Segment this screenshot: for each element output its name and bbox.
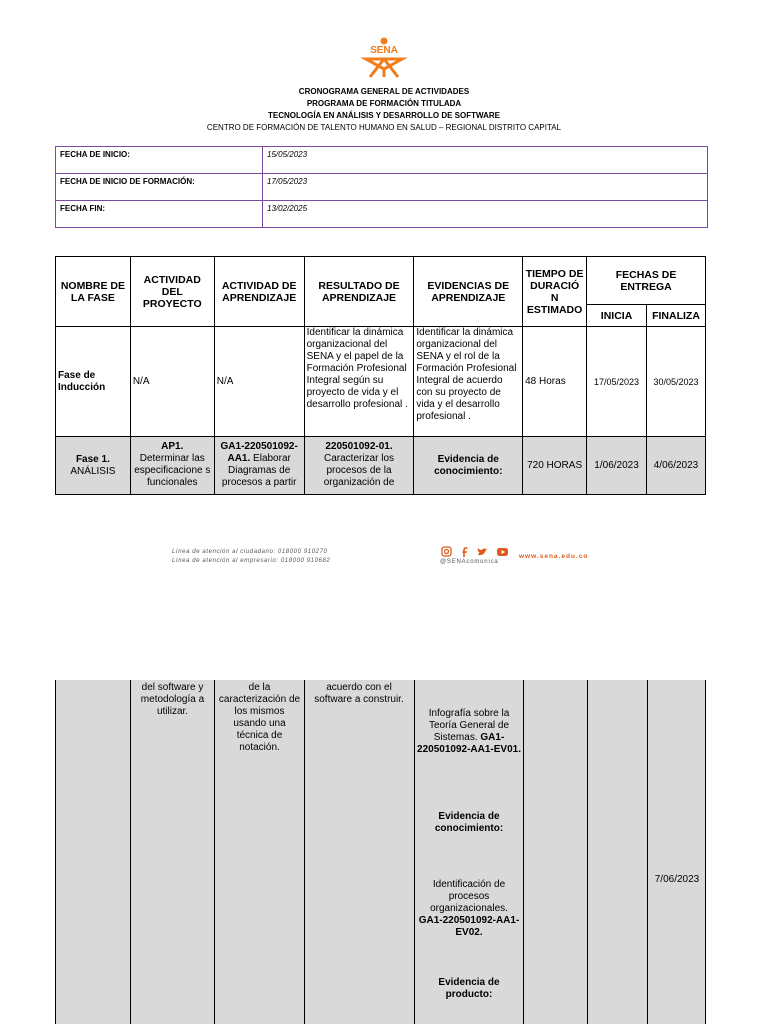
- fase-cell: Fase de Inducción: [56, 327, 131, 437]
- tiempo-cell: 48 Horas: [523, 327, 587, 437]
- header-program: PROGRAMA DE FORMACIÓN TITULADA: [306, 99, 462, 108]
- evidence-infografia: [417, 708, 521, 756]
- footer-contact: [172, 548, 330, 566]
- twitter-icon: [478, 548, 488, 555]
- ap-code: AP1.: [161, 441, 184, 452]
- date-row: [56, 174, 708, 201]
- tiempo-cell: 720 HORAS: [523, 437, 587, 495]
- svg-text:SENA: SENA: [370, 45, 398, 56]
- date-label: FECHA DE INICIO:: [56, 147, 263, 174]
- header-inicia: INICIA: [587, 305, 647, 327]
- header-actividad-proyecto: ACTIVIDAD DEL PROYECTO: [130, 257, 214, 327]
- resultado-cell: [304, 437, 414, 495]
- header-center: CENTRO DE FORMACIÓN DE TALENTO HUMANO EN SALUD – REGIONAL DISTRITO CAPITAL: [206, 123, 562, 132]
- inicia-cell: 17/05/2023: [587, 327, 647, 437]
- date-value: 13/02/2025: [263, 201, 708, 228]
- header-technology: TECNOLOGÍA EN ANÁLISIS Y DESARROLLO DE SOFTWARE: [267, 111, 500, 120]
- fase-number: Fase 1.: [75, 453, 110, 465]
- actividad-proyecto-cell: [130, 437, 214, 495]
- evidence-infografia-code: GA1-220501092-AA1-EV01.: [417, 732, 521, 755]
- evidence-procesos-code: GA1-220501092-AA1-EV02.: [418, 915, 520, 938]
- table-row: [56, 327, 706, 437]
- evidencias-cell: Identificar la dinámica organizacional del SENA y el rol de la Formación Profesional Integral de acuerdo con su proyecto de vida y el desarrollo profesional .: [414, 327, 523, 437]
- header-resultado: RESULTADO DE APRENDIZAJE: [304, 257, 414, 327]
- instagram-icon: [442, 547, 451, 556]
- actividad-aprendizaje-cell: [214, 437, 304, 495]
- actividad-aprendizaje-cell: N/A: [214, 327, 304, 437]
- aa-continuation: de la caracterización de los mismos usando una técnica de notación.: [218, 682, 301, 753]
- evidence-procesos-text: Identificación de procesos organizacionales.: [430, 879, 508, 914]
- table-row: [56, 437, 706, 495]
- header-fase: NOMBRE DE LA FASE: [56, 257, 131, 327]
- dates-table: [55, 146, 708, 228]
- document-header: [0, 86, 768, 134]
- inicia-cell: 1/06/2023: [587, 437, 647, 495]
- sena-logo: [360, 37, 408, 79]
- footer-business-line: Línea de atención al empresario: 018000 910682: [172, 558, 331, 564]
- table-continuation: [55, 680, 706, 1024]
- footer-handle: @SENAcomunica: [440, 559, 499, 565]
- date-row: [56, 201, 708, 228]
- header-fechas: FECHAS DE ENTREGA: [587, 257, 706, 305]
- res-code: 220501092-01.: [325, 441, 393, 452]
- fase-name: ANÁLISIS: [70, 465, 116, 477]
- youtube-icon: [497, 548, 508, 556]
- fase-cell: [56, 437, 131, 495]
- aa-code: GA1-220501092-AA1.: [220, 441, 298, 464]
- resultado-cell: Identificar la dinámica organizacional del SENA y el papel de la Formación Profesional Integral según su proyecto de vida y el desarrollo profesional .: [304, 327, 414, 437]
- ap-text: Determinar las especificacione s funcionales: [134, 453, 211, 488]
- facebook-icon: [463, 548, 468, 557]
- finaliza-cell: 30/05/2023: [647, 327, 706, 437]
- header-tiempo: TIEMPO DE DURACIÓ N ESTIMADO: [523, 257, 587, 327]
- date-label: FECHA DE INICIO DE FORMACIÓN:: [56, 174, 263, 201]
- res-continuation: acuerdo con el software a construir.: [314, 682, 404, 705]
- evidence-infografia-text: Infografía sobre la Teoría General de Sistemas.: [428, 708, 510, 743]
- schedule-table: [55, 256, 706, 495]
- footer-citizen-line: Línea de atención al ciudadano: 018000 910270: [172, 549, 328, 555]
- finaliza-cell: 4/06/2023: [647, 437, 706, 495]
- evidence-conocimiento-label: Evidencia de conocimiento:: [434, 811, 504, 834]
- finaliza-continuation: 7/06/2023: [654, 874, 700, 885]
- header-evidencias: EVIDENCIAS DE APRENDIZAJE: [414, 257, 523, 327]
- social-icons: [440, 546, 512, 558]
- date-label: FECHA FIN:: [56, 201, 263, 228]
- date-value: 17/05/2023: [263, 174, 708, 201]
- date-row: [56, 147, 708, 174]
- date-value: 15/05/2023: [263, 147, 708, 174]
- evidence-producto-label: Evidencia de producto:: [438, 977, 500, 1000]
- evidence-procesos: [417, 879, 521, 939]
- header-title: CRONOGRAMA GENERAL DE ACTIVIDADES: [298, 87, 470, 96]
- aa-text: Elaborar Diagramas de procesos a partir: [221, 453, 297, 488]
- header-actividad-aprendizaje: ACTIVIDAD DE APRENDIZAJE: [214, 257, 304, 327]
- ap-continuation: del software y metodología a utilizar.: [140, 682, 205, 717]
- header-finaliza: FINALIZA: [647, 305, 706, 327]
- res-text: Caracterizar los procesos de la organización de: [323, 453, 395, 488]
- footer-url[interactable]: www.sena.edu.co: [519, 553, 589, 560]
- actividad-proyecto-cell: N/A: [130, 327, 214, 437]
- evidencias-cell: Evidencia de conocimiento:: [414, 437, 523, 495]
